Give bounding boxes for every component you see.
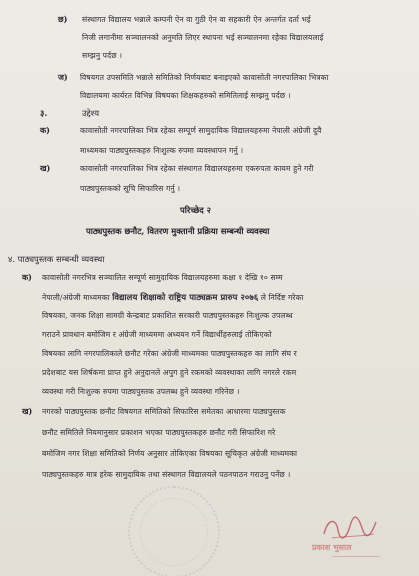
text-line-with-emphasis [42, 292, 303, 303]
curriculum-title: विद्यालय शिक्षाको राष्ट्रिय पाठ्यक्रम प्रारुप २०७६ [112, 292, 259, 302]
objective-marker-ka: क) [40, 125, 50, 135]
chapter-number: परिच्छेद २ [180, 205, 212, 215]
section-number: ३. [40, 108, 48, 118]
text-line: व्यवस्था गरी निःशुल्क रुपमा पाठ्यपुस्तक उपलब्ध हुने व्यवस्था गरिनेछ । [42, 387, 240, 396]
text-line: सम्झनु पर्दछ । [82, 51, 123, 60]
text-line: बमोजिम नगर शिक्षा समितिको निर्णय अनुसार तोकिएका विषयका सूचिकृत अंग्रेजी माध्यमका [42, 449, 298, 458]
text-line: विषयका लागि नगरपालिकाले छनौट गरेका अंग्रेजी माध्यमका पाठ्यपुस्तकहरु का लागि संघ र [42, 349, 297, 358]
chapter-title: पाठ्यपुस्तक छनौट, वितरण मुक्तानी प्रक्रिया सम्बन्धी व्यवस्था [86, 226, 270, 236]
text-line: कावासोती नगरभित्र सञ्चालित सम्पूर्ण सामुदायिक विद्यालयहरुमा कक्षा १ देखि १० सम्म [42, 273, 283, 282]
item-marker-ja: ज) [58, 72, 68, 82]
text-line: पाठ्यपुस्तकको सूचि सिफारिस गर्नु । [80, 184, 181, 193]
text-line: निजी लगानीमा सञ्चालनको अनुमति लिएर स्थापना भई सञ्चालनमा रहेका विद्यालयलाई [82, 33, 324, 42]
text-line: नगरको पाठ्यपुस्तक छनौट विषयगत समितिको सिफारिस समेतका आधारमा पाठ्यपुस्तक [42, 407, 286, 416]
text-line: गराउने प्रावधान बमोजिम र अंग्रेजी माध्यममा अध्ययन गर्ने विद्यार्थीहरुलाई तोकिएको [42, 330, 272, 339]
office-seal [128, 486, 220, 576]
text-line: विषयगत उपसमिति भन्नाले समितिको निर्णयबाट बनाइएको कावासोती नगरपालिका भित्रका [80, 73, 329, 82]
item-marker-chha: छ) [58, 14, 68, 24]
signature-stamp-text: प्रकाश भुसाल [312, 542, 352, 552]
signature-image [318, 512, 382, 544]
text-line: विद्यालयमा कार्यरत विभिन्न विषयका शिक्षकहरुको समितिलाई सम्झनु पर्दछ । [80, 91, 291, 100]
objective-marker-kha: ख) [40, 163, 51, 173]
signature-underline [332, 556, 380, 557]
section-title: उद्देश्य [82, 108, 100, 118]
office-seal-inner-ring [140, 498, 208, 566]
section-heading: ४. पाठ्यपुस्तक सम्बन्धी व्यवस्था [8, 254, 105, 264]
text-line: विषयका, जनक शिक्षा सामग्री केन्द्रबाट प्रकाशित सरकारी पाठ्यपुस्तकहरु निःशुल्क उपलब्ध [42, 311, 293, 320]
text-line: प्रदेशबाट यस शिर्षकमा प्राप्त हुने अनुदानले अपुग हुने रकमको व्यवस्थाका लागि नगरले रकम [42, 368, 297, 377]
text-line: माध्यमका पाठ्यपुस्तकहरु निःशुल्क रुपमा व्यवस्थापन गर्नु । [80, 146, 244, 155]
text-line: कावासोती नगरपालिका भित्र रहेका सम्पूर्ण सामुदायिक विद्यालयहरुमा नेपाली अंग्रेजी दुवै [80, 126, 322, 135]
text-line: छनौट समितिले नियमानुसार प्रकाशन भएका पाठ्यपुस्तकहरु छनौट गरी सिफारिश गरे [42, 428, 276, 437]
clause-marker-kha: ख) [22, 406, 33, 416]
text-line: संस्थागत विद्यालय भन्नाले कम्पनी ऐन वा गुठी ऐन वा सहकारी ऐन अन्तर्गत दर्ता भई [82, 15, 311, 24]
text-line: कावासोती नगरपालिका भित्र रहेका संस्थागत विद्यालयहरुमा एकरुपता कायम हुने गरी [80, 164, 314, 173]
text-segment: नेपाली/अंग्रेजी माध्यमका [42, 293, 110, 302]
text-segment: ले निर्दिष्ट गरेका [260, 293, 304, 302]
text-line: पाठ्यपुस्तकहरु मात्र हरेक सामुदायिक तथा संस्थागत विद्यालयले पठनपाठन गराउनु पर्नेछ । [42, 470, 291, 479]
clause-marker-ka: क) [22, 272, 32, 282]
